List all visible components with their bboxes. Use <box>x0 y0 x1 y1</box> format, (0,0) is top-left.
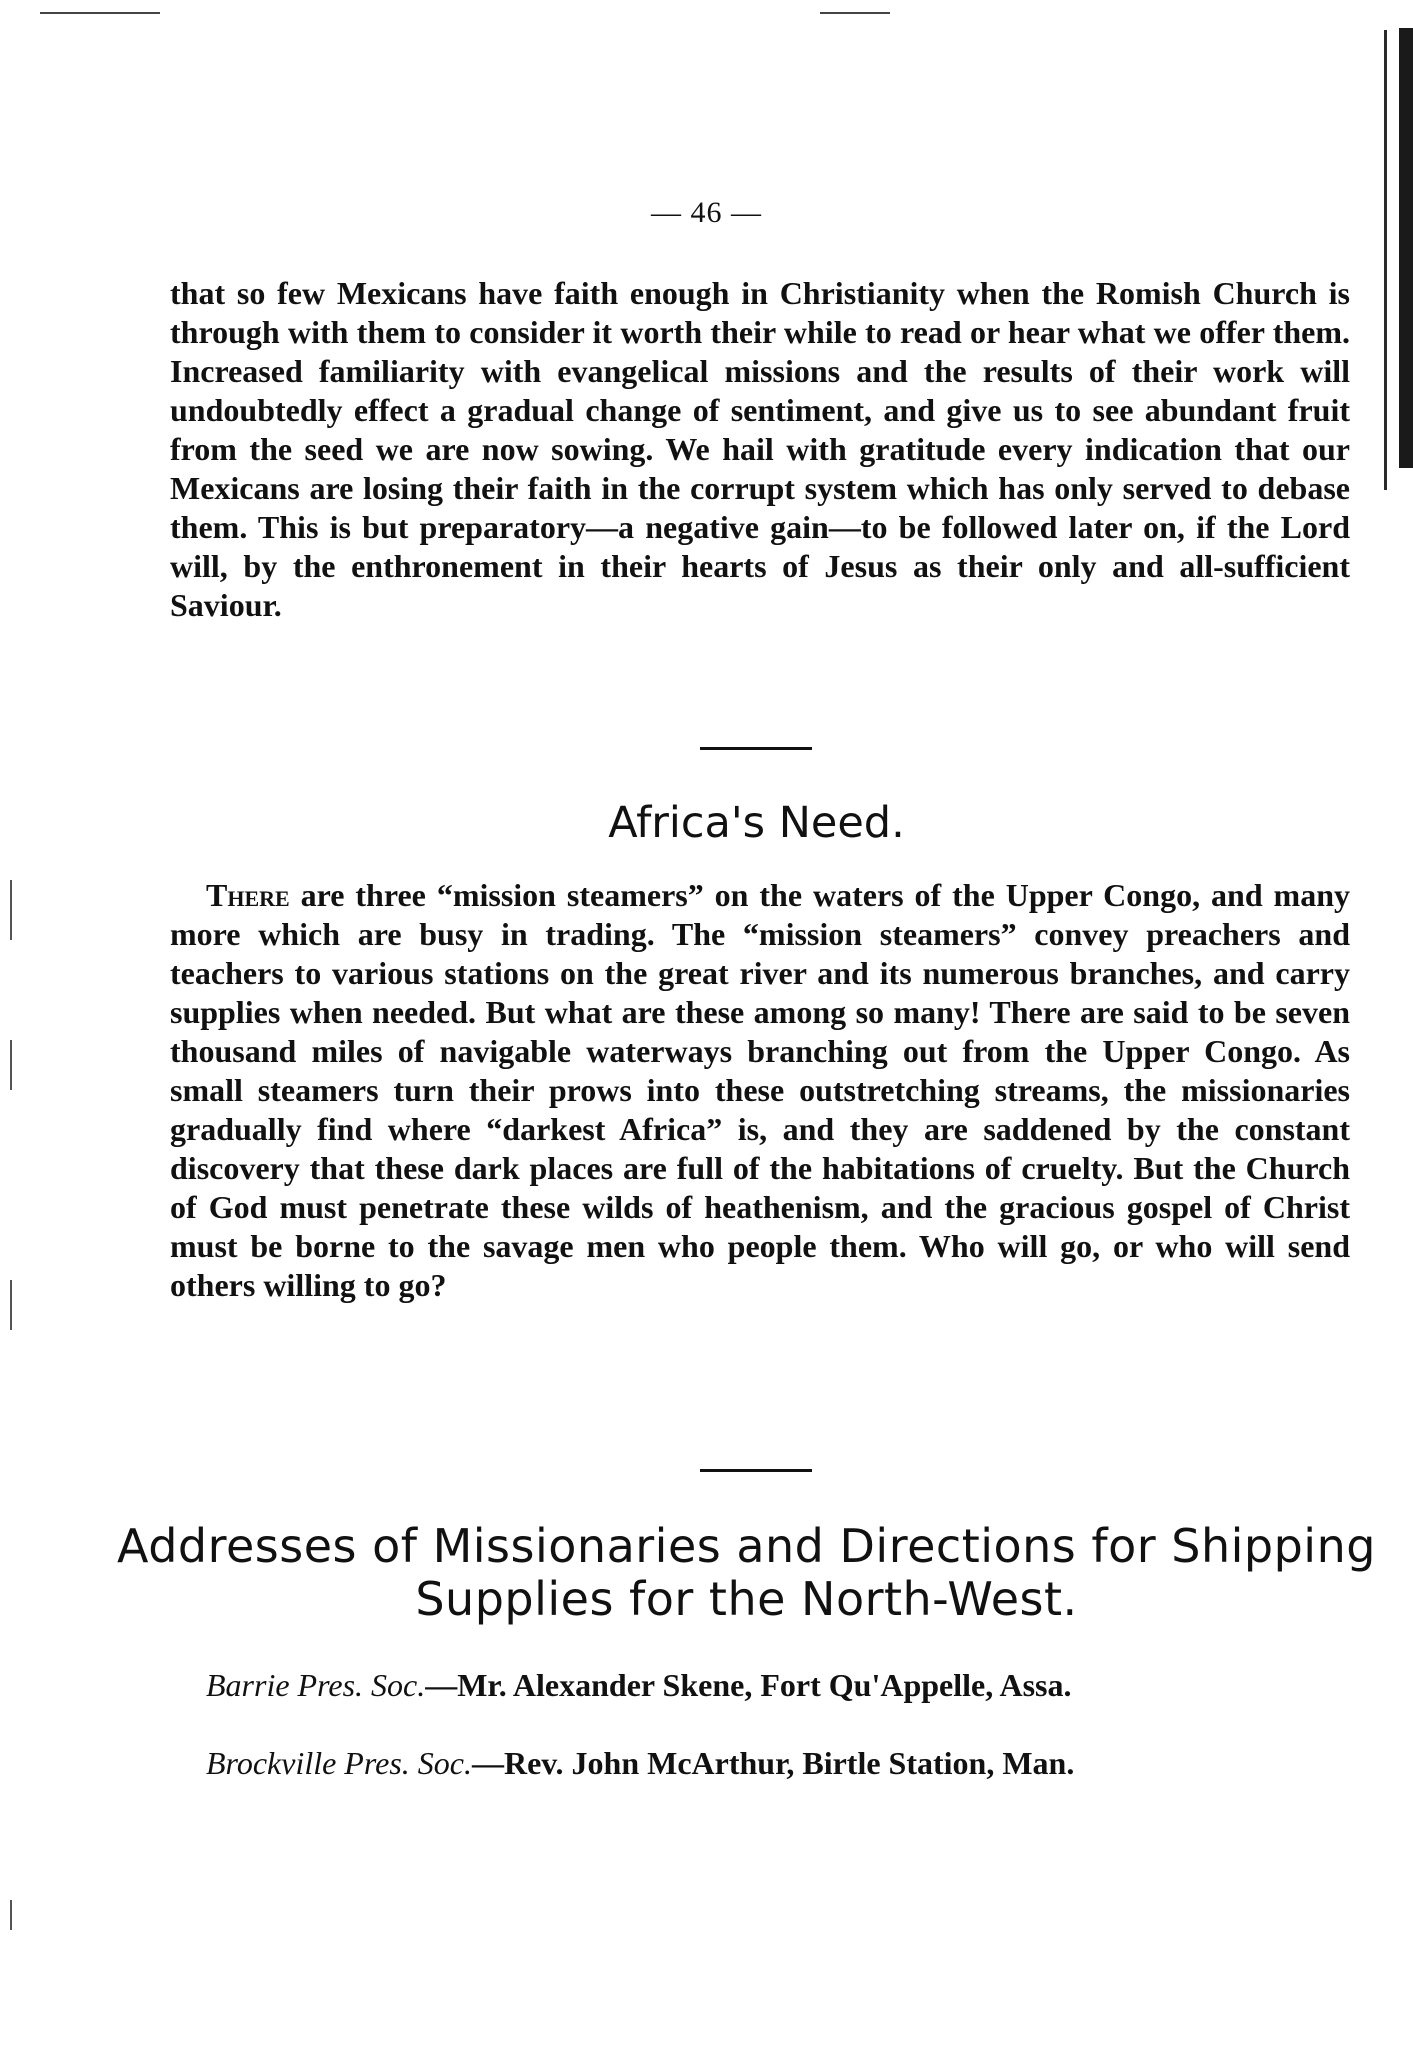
africa-body-text: are three “mission steamers” on the waters of the Upper Congo, and many more which are busy in trading. The “mission steamers” convey preachers and teachers to various stations on the great river and its numerous branches, and carry supplies when needed. But what are these among so many! There are said to be seven thousand miles of navigable waterways branching out from the Upper Congo. As small steamers turn their prows into these outstretching streams, the missionaries gradually find where “darkest Africa” is, and they are saddened by the constant discovery that these dark places are full of the habitations of cruelty. But the Church of God must penetrate these wilds of heathenism, and the gracious gospel of Christ must be borne to the savage men who people them. Who will go, or who will send others willing to go? <box>170 877 1350 1303</box>
section-divider <box>700 747 812 750</box>
section-divider <box>700 1469 812 1472</box>
address-entry <box>170 1666 1350 1705</box>
scan-speck <box>820 12 890 14</box>
scan-margin-mark <box>10 880 12 940</box>
scan-margin-mark <box>10 1040 12 1090</box>
africa-lead-word: There <box>206 877 290 913</box>
address-entry <box>170 1744 1350 1783</box>
society-name: Barrie Pres. Soc. <box>206 1667 426 1703</box>
africa-section-title: Africa's Need. <box>608 798 905 848</box>
missionary-address: —Mr. Alexander Skene, Fort Qu'Appelle, Assa. <box>425 1667 1072 1703</box>
scan-margin-mark <box>10 1900 12 1930</box>
mexico-paragraph: that so few Mexicans have faith enough in Christianity when the Romish Church is through with them to consider it worth their while to read or hear what we offer them. Increased familiarity with evangelical missions and the results of their work will undoubtedly effect a gradual change of sentiment, and give us to see abundant fruit from the seed we are now sowing. We hail with gratitude every indication that our Mexicans are losing their faith in the corrupt system which has only served to debase them. This is but preparatory—a negative gain—to be followed later on, if the Lord will, by the enthronement in their hearts of Jesus as their only and all-sufficient Saviour. <box>170 275 1350 623</box>
africa-paragraph <box>170 876 1350 1305</box>
missionary-address: —Rev. John McArthur, Birtle Station, Man. <box>471 1745 1075 1781</box>
society-name: Brockville Pres. Soc. <box>206 1745 472 1781</box>
addresses-section-title: Addresses of Missionaries and Directions for Shipping Supplies for the North-West. <box>117 1519 1376 1626</box>
page-number: — 46 — <box>651 196 762 229</box>
scan-edge-shadow <box>1399 28 1413 468</box>
scan-edge-line <box>1384 30 1387 490</box>
scan-margin-mark <box>10 1280 12 1330</box>
scan-speck <box>40 12 160 14</box>
